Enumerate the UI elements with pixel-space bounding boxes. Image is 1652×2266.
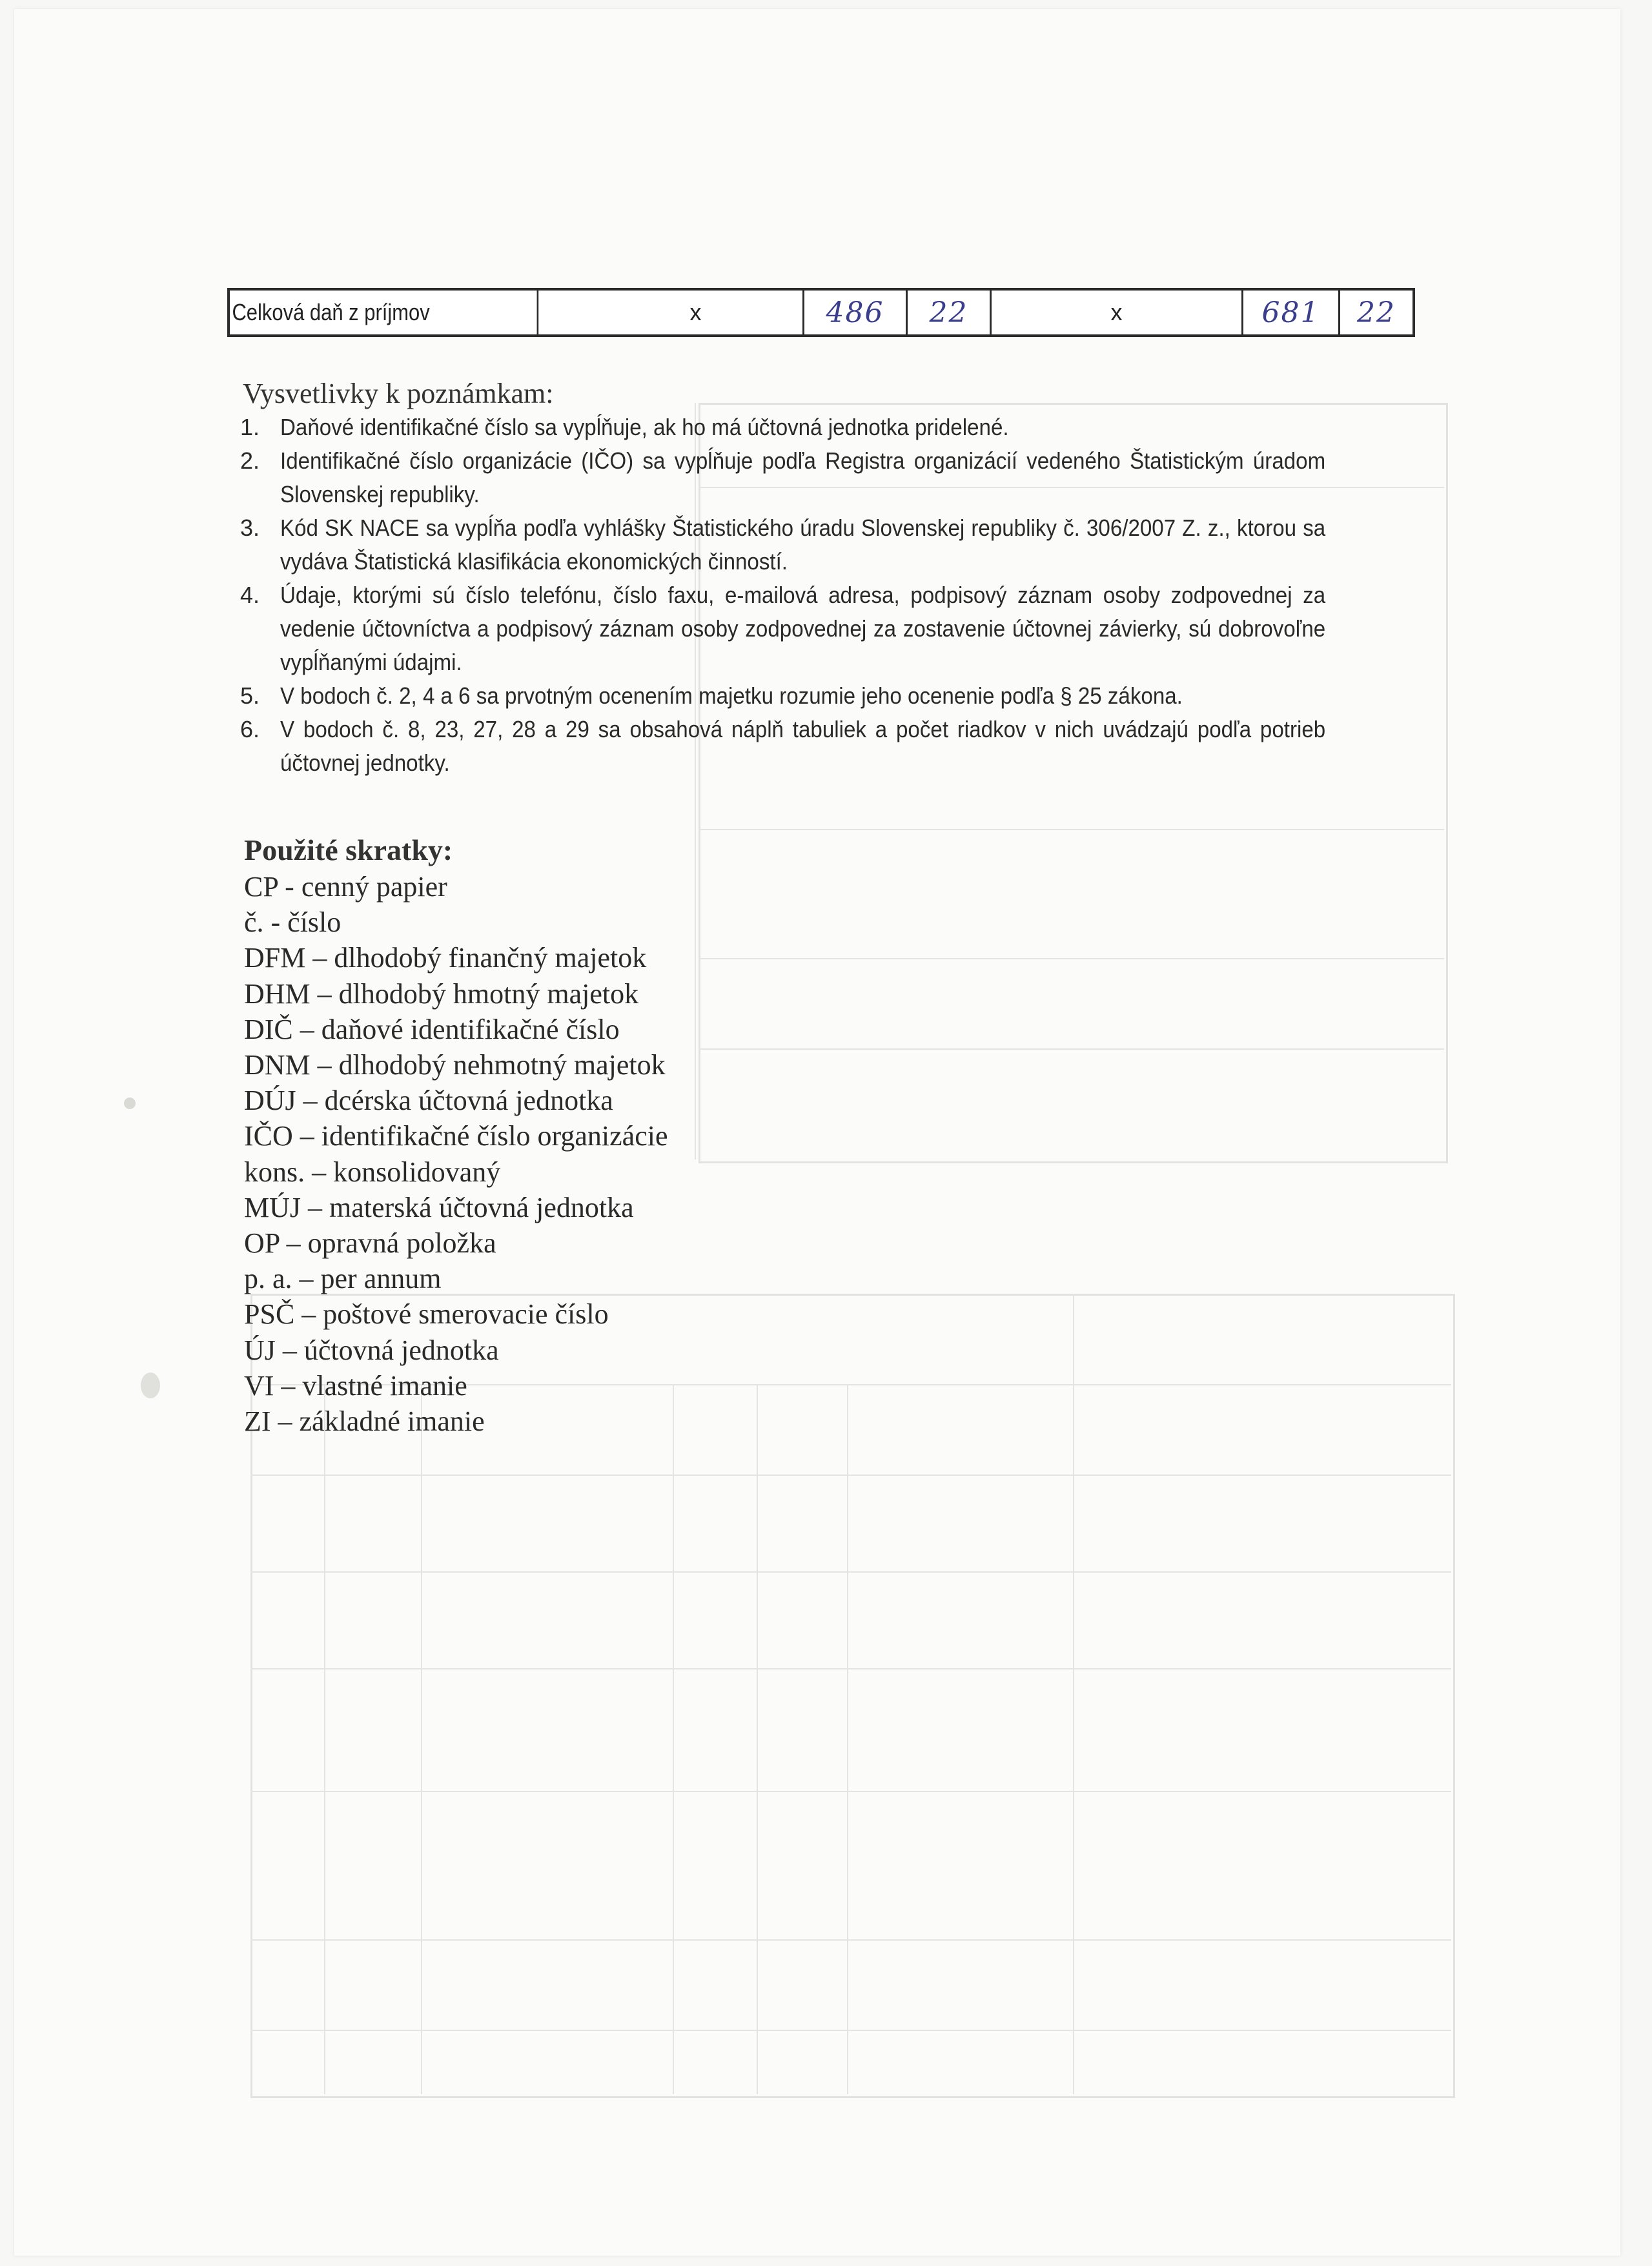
show-through-divider bbox=[421, 1384, 422, 2094]
abbreviation-item: VI – vlastné imanie bbox=[244, 1369, 467, 1402]
show-through-divider bbox=[673, 1384, 674, 2094]
tax-row-col2-value-b bbox=[1340, 291, 1412, 334]
abbreviation-item: PSČ – poštové smerovacie číslo bbox=[244, 1298, 609, 1331]
abbreviations-list bbox=[244, 869, 668, 1439]
note-number: 5. bbox=[240, 682, 260, 709]
tax-row-col2-value-a bbox=[1243, 291, 1340, 334]
abbreviation-item: ZI – základné imanie bbox=[244, 1405, 485, 1438]
abbreviations-title: Použité skratky: bbox=[244, 833, 453, 866]
tax-row-col2-x: x bbox=[992, 291, 1243, 334]
show-through-divider bbox=[1073, 1294, 1074, 2094]
tax-row-col1-x: x bbox=[589, 291, 804, 334]
abbreviation-item: ÚJ – účtovná jednotka bbox=[244, 1334, 499, 1366]
abbreviation-item: DIČ – daňové identifikačné číslo bbox=[244, 1013, 620, 1045]
note-item bbox=[240, 578, 1416, 679]
handwritten-value: 22 bbox=[929, 296, 968, 329]
tax-row-col1-value-b bbox=[908, 291, 992, 334]
handwritten-value: 22 bbox=[1357, 296, 1396, 329]
abbreviation-item: CP - cenný papier bbox=[244, 871, 447, 903]
note-number: 6. bbox=[240, 716, 260, 742]
show-through-divider bbox=[699, 1048, 1444, 1050]
note-item bbox=[240, 511, 1416, 578]
abbreviation-item: DÚJ – dcérska účtovná jednotka bbox=[244, 1085, 613, 1117]
note-text: V bodoch č. 8, 23, 27, 28 a 29 sa obsahová náplň tabuliek a počet riadkov v nich uvádzajú podľa potrieb účtovnej jednotky. bbox=[280, 716, 1326, 776]
show-through-divider bbox=[757, 1384, 758, 2094]
show-through-divider bbox=[324, 1384, 325, 2094]
note-text: Identifikačné číslo organizácie (IČO) sa vypĺňuje podľa Registra organizácií vedeného Štatistickým úradom Slovenskej republiky. bbox=[280, 447, 1326, 507]
note-number: 2. bbox=[240, 447, 260, 474]
notes-title: Vysvetlivky k poznámkam: bbox=[243, 378, 554, 409]
abbreviation-item: DHM – dlhodobý hmotný majetok bbox=[244, 977, 639, 1010]
total-income-tax-row bbox=[227, 288, 1415, 337]
abbreviation-item: DNM – dlhodobý nehmotný majetok bbox=[244, 1049, 666, 1081]
tax-row-col1-value-a bbox=[804, 291, 908, 334]
note-item bbox=[240, 679, 1416, 713]
handwritten-value: 681 bbox=[1261, 296, 1320, 329]
show-through-divider bbox=[250, 2030, 1451, 2031]
show-through-divider bbox=[847, 1384, 848, 2094]
note-text: Údaje, ktorými sú číslo telefónu, číslo faxu, e-mailová adresa, podpisový záznam osoby zodpovednej za vedenie účtovníctva a podpisový záznam osoby zodpovednej za zostavenie účtovnej závierky, sú dobrovoľne vypĺňanými údajmi. bbox=[280, 582, 1326, 675]
note-item bbox=[240, 713, 1416, 780]
note-item bbox=[240, 411, 1416, 444]
notes-list bbox=[240, 411, 1416, 780]
scan-speck bbox=[141, 1373, 160, 1398]
abbreviation-item: DFM – dlhodobý finančný majetok bbox=[244, 942, 647, 974]
note-number: 4. bbox=[240, 582, 260, 608]
show-through-divider bbox=[250, 1475, 1451, 1476]
show-through-divider bbox=[250, 1668, 1451, 1669]
abbreviation-item: OP – opravná položka bbox=[244, 1227, 496, 1260]
handwritten-value: 486 bbox=[826, 296, 884, 329]
abbreviation-item: č. - číslo bbox=[244, 906, 342, 939]
note-number: 3. bbox=[240, 515, 260, 541]
abbreviation-item: MÚJ – materská účtovná jednotka bbox=[244, 1191, 634, 1223]
note-number: 1. bbox=[240, 414, 260, 440]
note-text: V bodoch č. 2, 4 a 6 sa prvotným ocenením majetku rozumie jeho ocenenie podľa § 25 zákona. bbox=[280, 682, 1183, 709]
show-through-divider bbox=[250, 1791, 1451, 1792]
note-text: Daňové identifikačné číslo sa vypĺňuje, ak ho má účtovná jednotka pridelené. bbox=[280, 414, 1009, 440]
show-through-divider bbox=[699, 829, 1444, 830]
show-through-divider bbox=[250, 1939, 1451, 1941]
show-through-divider bbox=[699, 958, 1444, 959]
note-text: Kód SK NACE sa vypĺňa podľa vyhlášky Štatistického úradu Slovenskej republiky č. 306/2007 Z. z., ktorou sa vydáva Štatistická klasifikácia ekonomických činností. bbox=[280, 515, 1326, 575]
abbreviation-item: kons. – konsolidovaný bbox=[244, 1156, 501, 1188]
scan-speck bbox=[124, 1097, 136, 1109]
note-item bbox=[240, 444, 1416, 511]
show-through-divider bbox=[250, 1571, 1451, 1573]
abbreviation-item: p. a. – per annum bbox=[244, 1263, 442, 1295]
tax-row-label: Celková daň z príjmov bbox=[230, 291, 538, 334]
abbreviation-item: IČO – identifikačné číslo organizácie bbox=[244, 1120, 668, 1152]
